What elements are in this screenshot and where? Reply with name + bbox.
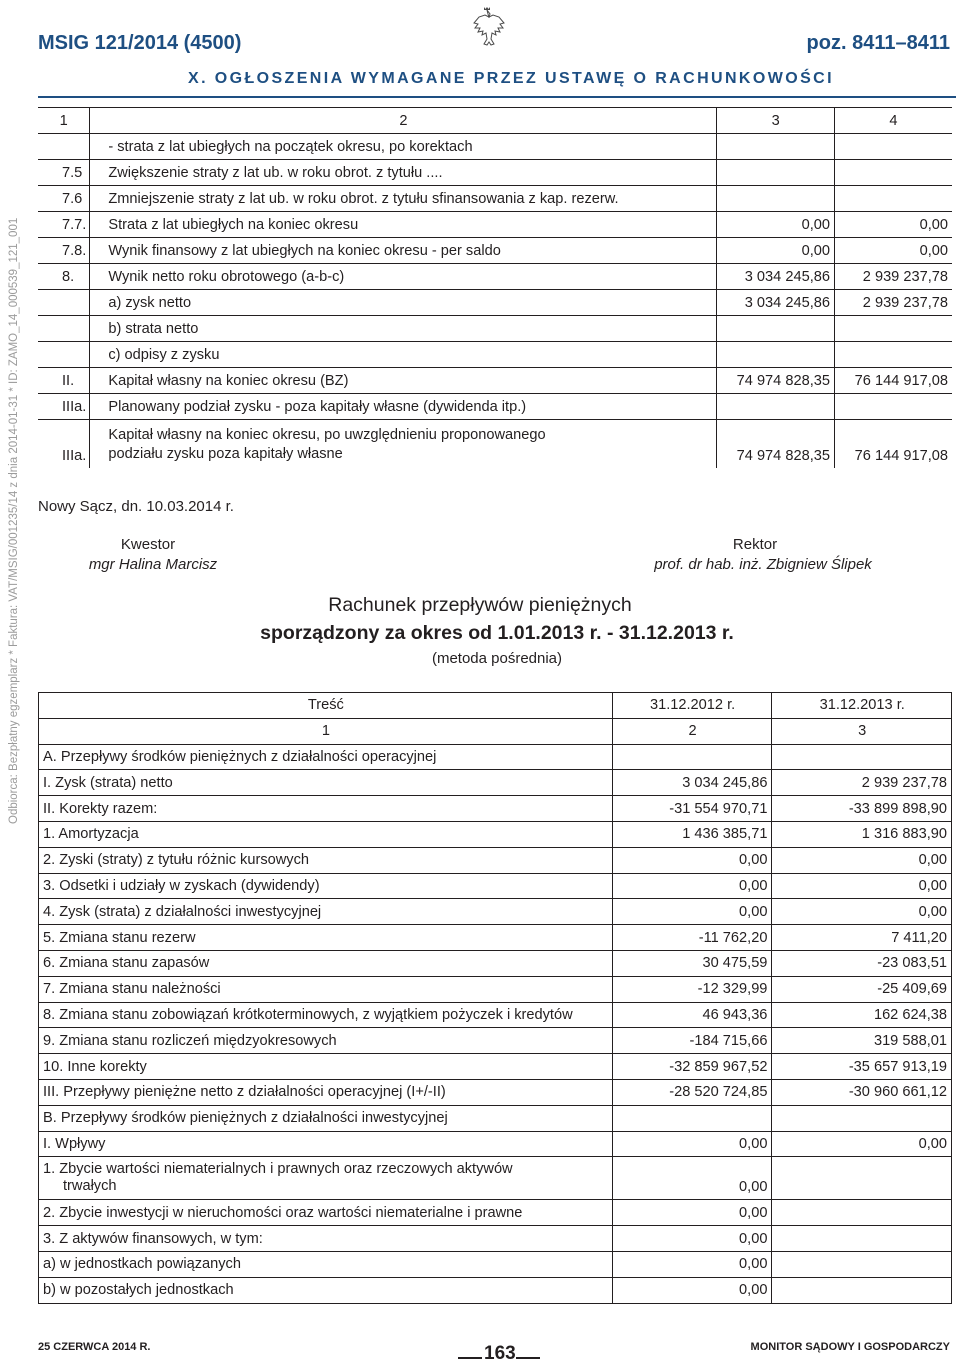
row-number bbox=[38, 342, 90, 368]
table-row bbox=[38, 238, 952, 264]
table-header-row bbox=[39, 693, 952, 719]
row-value-current: 74 974 828,35 bbox=[717, 420, 835, 469]
row-value-current: 3 034 245,86 bbox=[717, 264, 835, 290]
col-number-4: 4 bbox=[834, 108, 952, 134]
row-value-previous bbox=[834, 186, 952, 212]
table-header-row bbox=[38, 108, 952, 134]
row-label: - strata z lat ubiegłych na początek okresu, po korektach bbox=[90, 134, 717, 160]
table-row bbox=[39, 847, 952, 873]
row-value-previous bbox=[834, 134, 952, 160]
table-row bbox=[39, 744, 952, 770]
col-number-3: 3 bbox=[772, 718, 952, 744]
row-label: b) w pozostałych jednostkach bbox=[39, 1277, 613, 1303]
row-value-previous bbox=[834, 160, 952, 186]
table-row bbox=[39, 950, 952, 976]
row-value-2012 bbox=[612, 744, 772, 770]
cashflow-method: (metoda pośrednia) bbox=[431, 650, 563, 667]
row-label bbox=[39, 1157, 613, 1200]
row-value-2012: 0,00 bbox=[612, 873, 772, 899]
row-label: b) strata netto bbox=[90, 316, 717, 342]
row-label: Planowany podział zysku - poza kapitały własne (dywidenda itp.) bbox=[90, 394, 717, 420]
row-value-2013 bbox=[772, 744, 952, 770]
signature-right-name: prof. dr hab. inż. Zbigniew Ślipek bbox=[654, 556, 872, 573]
row-label: 3. Odsetki i udziały w zyskach (dywidendy) bbox=[39, 873, 613, 899]
row-label bbox=[90, 420, 717, 469]
table-row bbox=[38, 342, 952, 368]
row-label: 6. Zmiana stanu zapasów bbox=[39, 950, 613, 976]
table-row bbox=[39, 1157, 952, 1200]
row-number: 8. bbox=[38, 264, 90, 290]
row-value-current bbox=[717, 134, 835, 160]
row-label: III. Przepływy pieniężne netto z działalności operacyjnej (I+/-II) bbox=[39, 1079, 613, 1105]
row-label: 10. Inne korekty bbox=[39, 1054, 613, 1080]
row-value-2013: 319 588,01 bbox=[772, 1028, 952, 1054]
table-row bbox=[39, 1105, 952, 1131]
row-value-2013: 0,00 bbox=[772, 873, 952, 899]
row-value-2012: 1 436 385,71 bbox=[612, 821, 772, 847]
table-row bbox=[39, 1277, 952, 1303]
row-label: B. Przepływy środków pieniężnych z działalności inwestycyjnej bbox=[39, 1105, 613, 1131]
table-row bbox=[38, 186, 952, 212]
row-label: 9. Zmiana stanu rozliczeń międzyokresowych bbox=[39, 1028, 613, 1054]
place-date: Nowy Sącz, dn. 10.03.2014 r. bbox=[38, 498, 234, 515]
cashflow-table bbox=[38, 692, 952, 1304]
row-value-2012: 3 034 245,86 bbox=[612, 770, 772, 796]
table-row bbox=[39, 821, 952, 847]
row-number: 7.7. bbox=[38, 212, 90, 238]
row-value-2012 bbox=[612, 1105, 772, 1131]
row-value-2012: 46 943,36 bbox=[612, 1002, 772, 1028]
table-row bbox=[39, 1028, 952, 1054]
col-number-2: 2 bbox=[612, 718, 772, 744]
row-value-2012: -31 554 970,71 bbox=[612, 796, 772, 822]
row-value-2012: 0,00 bbox=[612, 847, 772, 873]
row-number: IIIa. bbox=[38, 420, 90, 469]
row-label: Wynik netto roku obrotowego (a-b-c) bbox=[90, 264, 717, 290]
table-row bbox=[39, 1226, 952, 1252]
row-value-current: 0,00 bbox=[717, 212, 835, 238]
row-label: 2. Zbycie inwestycji w nieruchomości oraz wartości niematerialne i prawne bbox=[39, 1200, 613, 1226]
col-number-1: 1 bbox=[38, 108, 90, 134]
row-value-previous: 76 144 917,08 bbox=[834, 368, 952, 394]
section-title: X. OGŁOSZENIA WYMAGANE PRZEZ USTAWĘ O RACHUNKOWOŚCI bbox=[188, 70, 834, 87]
table-row bbox=[38, 420, 952, 469]
table-row bbox=[39, 925, 952, 951]
row-value-2012: -28 520 724,85 bbox=[612, 1079, 772, 1105]
table-row bbox=[38, 134, 952, 160]
table-row bbox=[38, 264, 952, 290]
table-row bbox=[38, 368, 952, 394]
side-watermark: Odbiorca: Bezpłatny egzemplarz * Faktura: VAT/MSIG/001235/14 z dnia 2014-01-31 * ID: ZAMO_14_000539_121_001 bbox=[8, 217, 20, 824]
table-row bbox=[39, 1251, 952, 1277]
col-number-3: 3 bbox=[717, 108, 835, 134]
row-value-2012: 0,00 bbox=[612, 1226, 772, 1252]
cashflow-title: Rachunek przepływów pieniężnych bbox=[328, 594, 632, 616]
col-header-content: Treść bbox=[39, 693, 613, 719]
table-row bbox=[39, 770, 952, 796]
row-value-2013: -25 409,69 bbox=[772, 976, 952, 1002]
col-number-2: 2 bbox=[90, 108, 717, 134]
table-row bbox=[39, 976, 952, 1002]
row-label: I. Wpływy bbox=[39, 1131, 613, 1157]
row-label: a) zysk netto bbox=[90, 290, 717, 316]
row-value-2012: -11 762,20 bbox=[612, 925, 772, 951]
row-value-previous: 2 939 237,78 bbox=[834, 264, 952, 290]
signature-left-role: Kwestor bbox=[120, 536, 176, 553]
footer-publication: MONITOR SĄDOWY I GOSPODARCZY bbox=[750, 1341, 950, 1353]
row-value-2013: 0,00 bbox=[772, 847, 952, 873]
row-value-2013 bbox=[772, 1226, 952, 1252]
row-value-2012: -12 329,99 bbox=[612, 976, 772, 1002]
row-value-2012: 0,00 bbox=[612, 1157, 772, 1200]
row-label: Zwiększenie straty z lat ub. w roku obrot. z tytułu .... bbox=[90, 160, 717, 186]
row-value-current: 3 034 245,86 bbox=[717, 290, 835, 316]
row-value-2013: 162 624,38 bbox=[772, 1002, 952, 1028]
row-label-line: podziału zysku poza kapitały własne bbox=[108, 446, 343, 462]
row-value-current bbox=[717, 160, 835, 186]
table-row bbox=[38, 160, 952, 186]
row-value-2012: 30 475,59 bbox=[612, 950, 772, 976]
row-label: 1. Amortyzacja bbox=[39, 821, 613, 847]
table-row bbox=[38, 290, 952, 316]
publication-id: MSIG 121/2014 (4500) bbox=[38, 32, 242, 54]
table-row bbox=[39, 899, 952, 925]
signature-left-name: mgr Halina Marcisz bbox=[88, 556, 218, 573]
eagle-emblem-icon bbox=[467, 4, 507, 54]
row-value-2013 bbox=[772, 1277, 952, 1303]
table-row bbox=[39, 1002, 952, 1028]
row-number: 7.6 bbox=[38, 186, 90, 212]
row-number: 7.5 bbox=[38, 160, 90, 186]
row-number: IIIa. bbox=[38, 394, 90, 420]
row-value-2012: 0,00 bbox=[612, 1131, 772, 1157]
row-label: 2. Zyski (straty) z tytułu różnic kursowych bbox=[39, 847, 613, 873]
table-row bbox=[39, 1054, 952, 1080]
row-value-2013: 1 316 883,90 bbox=[772, 821, 952, 847]
equity-changes-table bbox=[38, 107, 952, 468]
row-value-2013: -30 960 661,12 bbox=[772, 1079, 952, 1105]
row-number bbox=[38, 316, 90, 342]
table-number-row bbox=[39, 718, 952, 744]
row-value-2012: -32 859 967,52 bbox=[612, 1054, 772, 1080]
row-value-previous: 2 939 237,78 bbox=[834, 290, 952, 316]
table-row bbox=[39, 873, 952, 899]
table-row bbox=[39, 1131, 952, 1157]
table-row bbox=[39, 1200, 952, 1226]
row-value-current bbox=[717, 394, 835, 420]
row-label: 7. Zmiana stanu należności bbox=[39, 976, 613, 1002]
header-divider bbox=[38, 96, 956, 98]
row-value-2013 bbox=[772, 1200, 952, 1226]
row-value-previous: 0,00 bbox=[834, 212, 952, 238]
row-value-2013 bbox=[772, 1251, 952, 1277]
row-value-2012: 0,00 bbox=[612, 899, 772, 925]
row-value-2013: 7 411,20 bbox=[772, 925, 952, 951]
table-row bbox=[38, 394, 952, 420]
row-value-2013 bbox=[772, 1105, 952, 1131]
row-number bbox=[38, 290, 90, 316]
row-label: I. Zysk (strata) netto bbox=[39, 770, 613, 796]
row-value-previous bbox=[834, 342, 952, 368]
footer-date: 25 CZERWCA 2014 R. bbox=[38, 1341, 151, 1353]
row-value-previous: 76 144 917,08 bbox=[834, 420, 952, 469]
row-label: Wynik finansowy z lat ubiegłych na koniec okresu - per saldo bbox=[90, 238, 717, 264]
row-value-2013: -33 899 898,90 bbox=[772, 796, 952, 822]
row-value-current bbox=[717, 342, 835, 368]
table-row bbox=[39, 1079, 952, 1105]
row-value-2013: -35 657 913,19 bbox=[772, 1054, 952, 1080]
row-label-line: Kapitał własny na koniec okresu, po uwzględnieniu proponowanego bbox=[108, 427, 546, 443]
row-value-2012: -184 715,66 bbox=[612, 1028, 772, 1054]
row-value-2012: 0,00 bbox=[612, 1277, 772, 1303]
col-number-1: 1 bbox=[39, 718, 613, 744]
row-number: 7.8. bbox=[38, 238, 90, 264]
row-label: II. Korekty razem: bbox=[39, 796, 613, 822]
row-value-current bbox=[717, 316, 835, 342]
row-label: 5. Zmiana stanu rezerw bbox=[39, 925, 613, 951]
table-row bbox=[39, 796, 952, 822]
row-value-current bbox=[717, 186, 835, 212]
row-value-2013 bbox=[772, 1157, 952, 1200]
row-value-previous bbox=[834, 394, 952, 420]
signature-right-role: Rektor bbox=[732, 536, 778, 553]
row-label: 3. Z aktywów finansowych, w tym: bbox=[39, 1226, 613, 1252]
row-value-2013: 2 939 237,78 bbox=[772, 770, 952, 796]
row-value-2013: -23 083,51 bbox=[772, 950, 952, 976]
row-label: Kapitał własny na koniec okresu (BZ) bbox=[90, 368, 717, 394]
table-row bbox=[38, 316, 952, 342]
row-label: c) odpisy z zysku bbox=[90, 342, 717, 368]
col-header-2013: 31.12.2013 r. bbox=[772, 693, 952, 719]
row-value-2013: 0,00 bbox=[772, 899, 952, 925]
row-value-previous bbox=[834, 316, 952, 342]
footer-rule-right bbox=[516, 1357, 540, 1359]
position-number: poz. 8411–8411 bbox=[806, 32, 950, 54]
row-value-2012: 0,00 bbox=[612, 1251, 772, 1277]
row-label: 8. Zmiana stanu zobowiązań krótkoterminowych, z wyjątkiem pożyczek i kredytów bbox=[39, 1002, 613, 1028]
row-value-previous: 0,00 bbox=[834, 238, 952, 264]
cashflow-subtitle: sporządzony za okres od 1.01.2013 r. - 31.12.2013 r. bbox=[260, 622, 734, 644]
row-label-line: 1. Zbycie wartości niematerialnych i prawnych oraz rzeczowych aktywów bbox=[43, 1161, 513, 1178]
row-label: Strata z lat ubiegłych na koniec okresu bbox=[90, 212, 717, 238]
footer-rule-left bbox=[458, 1357, 482, 1359]
row-value-current: 0,00 bbox=[717, 238, 835, 264]
page-number: 163 bbox=[484, 1343, 516, 1364]
table-row bbox=[38, 212, 952, 238]
row-label: a) w jednostkach powiązanych bbox=[39, 1251, 613, 1277]
row-label-line: trwałych bbox=[63, 1178, 117, 1195]
col-header-2012: 31.12.2012 r. bbox=[612, 693, 772, 719]
row-label: A. Przepływy środków pieniężnych z działalności operacyjnej bbox=[39, 744, 613, 770]
row-number: II. bbox=[38, 368, 90, 394]
row-label: 4. Zysk (strata) z działalności inwestycyjnej bbox=[39, 899, 613, 925]
row-value-2013: 0,00 bbox=[772, 1131, 952, 1157]
row-value-2012: 0,00 bbox=[612, 1200, 772, 1226]
row-number bbox=[38, 134, 90, 160]
row-value-current: 74 974 828,35 bbox=[717, 368, 835, 394]
row-label: Zmniejszenie straty z lat ub. w roku obrot. z tytułu sfinansowania z kap. rezerw. bbox=[90, 186, 717, 212]
